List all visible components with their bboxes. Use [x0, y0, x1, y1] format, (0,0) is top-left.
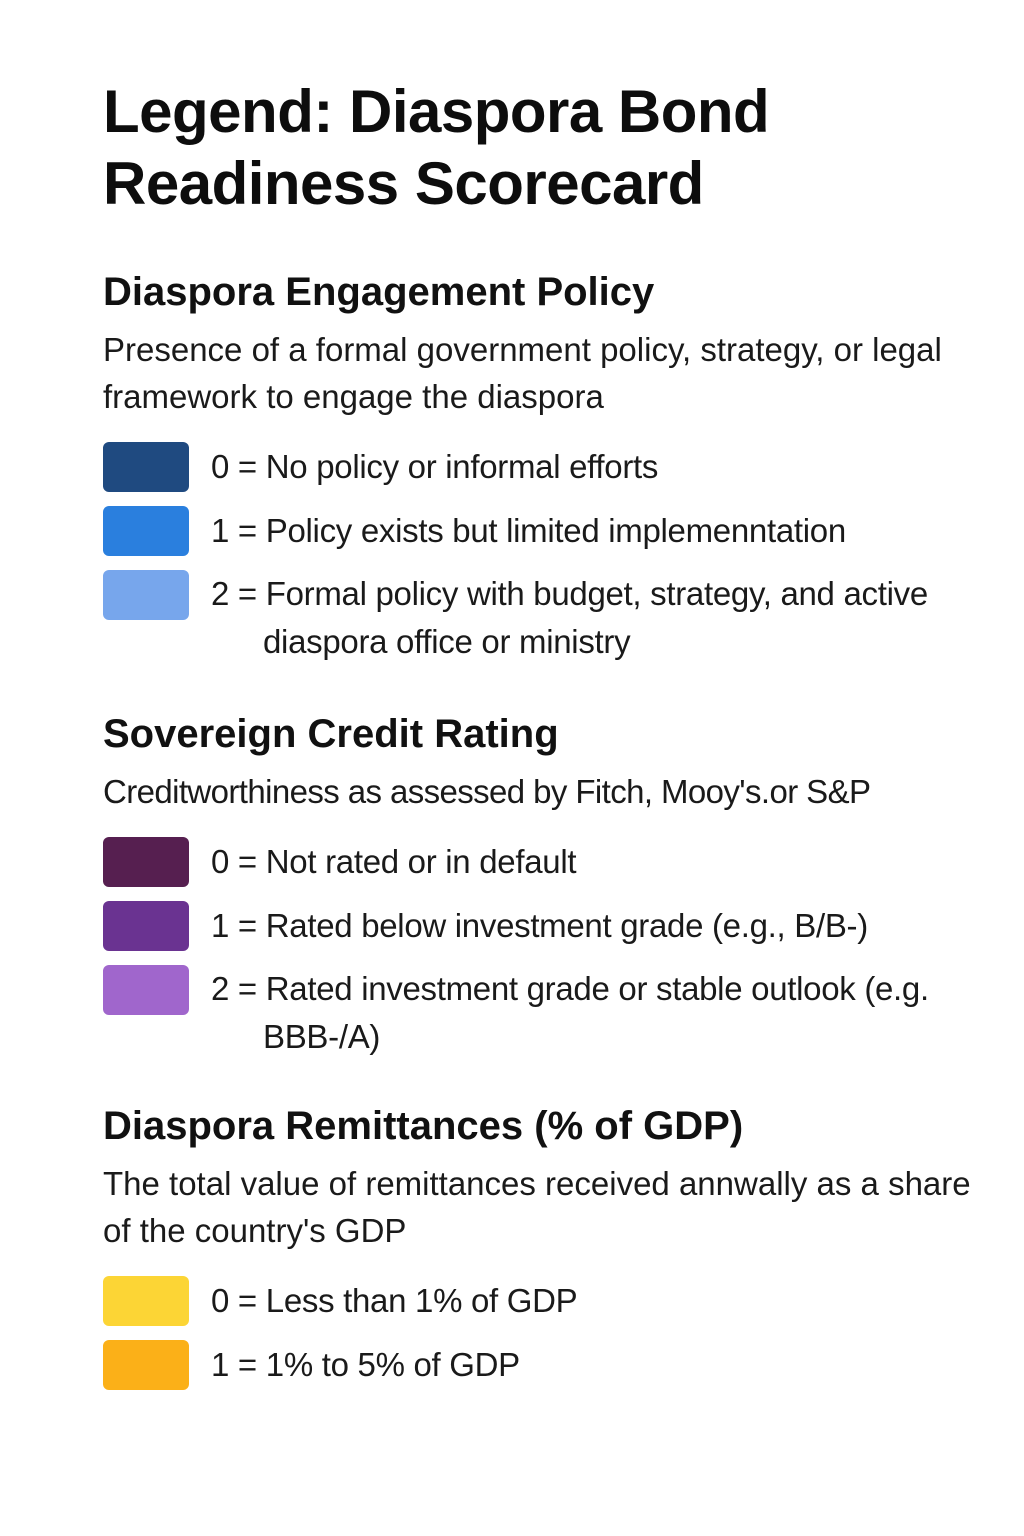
section-heading: Sovereign Credit Rating: [103, 712, 559, 756]
section-description: Presence of a formal government policy, strategy, or legal framework to engage the diaspora: [103, 331, 942, 415]
legend-list: [103, 1276, 1003, 1390]
legend-item: [103, 570, 1003, 666]
color-swatch: [103, 442, 189, 492]
legend-item-label: 0 = Not rated or in default: [211, 843, 577, 880]
legend-list: [103, 442, 1003, 666]
legend-item: [103, 965, 1003, 1061]
color-swatch: [103, 837, 189, 887]
legend-item: [103, 442, 1003, 492]
color-swatch: [103, 1276, 189, 1326]
page-title: Legend: Diaspora Bond Readiness Scorecard: [103, 78, 770, 217]
legend-item-label: 1 = Policy exists but limited implemenntation: [211, 512, 846, 549]
section-heading: Diaspora Remittances (% of GDP): [103, 1104, 744, 1148]
legend-item: [103, 1276, 1003, 1326]
color-swatch: [103, 1340, 189, 1390]
color-swatch: [103, 901, 189, 951]
section-diaspora-engagement-policy: [103, 268, 1003, 680]
legend-item: [103, 506, 1003, 556]
legend-item-label: 1 = 1% to 5% of GDP: [211, 1346, 520, 1383]
legend-item-label: 1 = Rated below investment grade (e.g., B/B-): [211, 907, 868, 944]
color-swatch: [103, 570, 189, 620]
section-sovereign-credit-rating: [103, 710, 1003, 1075]
legend-item-label: 0 = No policy or informal efforts: [211, 448, 659, 485]
color-swatch: [103, 965, 189, 1015]
legend-item-label: 0 = Less than 1% of GDP: [211, 1282, 578, 1319]
section-description: The total value of remittances received annwally as a share of the country's GDP: [103, 1165, 971, 1249]
legend-list: [103, 837, 1003, 1061]
section-diaspora-remittances: [103, 1102, 1003, 1404]
color-swatch: [103, 506, 189, 556]
section-description: Creditworthiness as assessed by Fitch, Mooy's.or S&P: [103, 773, 871, 810]
legend-item: [103, 837, 1003, 887]
legend-item-label: 2 = Formal policy with budget, strategy, and active diaspora office or ministry: [211, 575, 928, 660]
legend-item: [103, 901, 1003, 951]
legend-item: [103, 1340, 1003, 1390]
legend-item-label: 2 = Rated investment grade or stable outlook (e.g. BBB-/A): [211, 970, 929, 1055]
section-heading: Diaspora Engagement Policy: [103, 270, 655, 314]
